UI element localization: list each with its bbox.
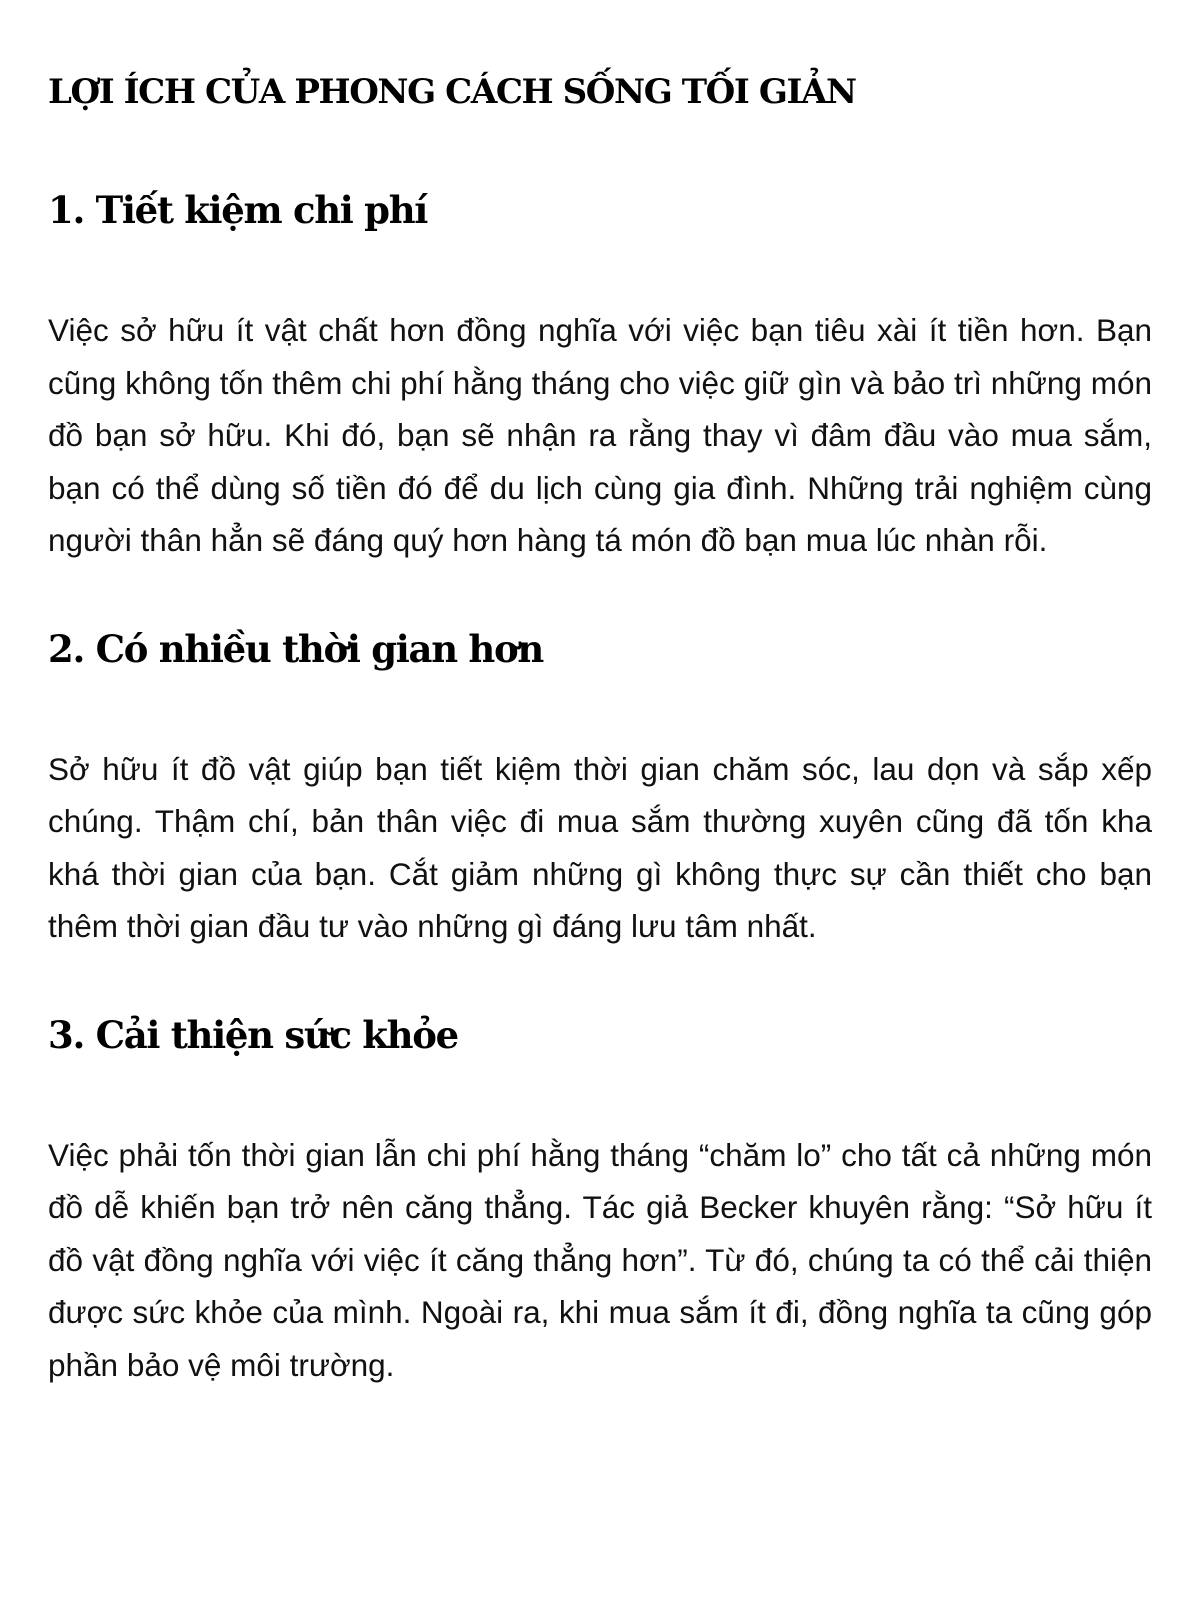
section-heading-health: 3. Cải thiện sức khỏe	[48, 1012, 458, 1057]
section-heading-savings: 1. Tiết kiệm chi phí	[48, 188, 428, 232]
section-paragraph-time: Sở hữu ít đồ vật giúp bạn tiết kiệm thời gian chăm sóc, lau dọn và sắp xếp chúng. Thậm chí, bản thân việc đi mua sắm thường xuyên cũng đã tốn kha khá thời gian của bạn. Cắt giảm những gì không thực sự cần thiết cho bạn thêm thời gian đầu tư vào những gì đáng lưu tâm nhất.	[48, 750, 1152, 944]
section-paragraph-health: Việc phải tốn thời gian lẫn chi phí hằng tháng “chăm lo” cho tất cả những món đồ dễ khiến bạn trở nên căng thẳng. Tác giả Becker khuyên rằng: “Sở hữu ít đồ vật đồng nghĩa với việc ít căng thẳng hơn”. Từ đó, chúng ta có thể cải thiện được sức khỏe của mình. Ngoài ra, khi mua sắm ít đi, đồng nghĩa ta cũng góp phần bảo vệ môi trường.	[48, 1136, 1152, 1383]
page-title: LỢI ÍCH CỦA PHONG CÁCH SỐNG TỐI GIẢN	[48, 72, 856, 112]
section-paragraph-savings: Việc sở hữu ít vật chất hơn đồng nghĩa với việc bạn tiêu xài ít tiền hơn. Bạn cũng không tốn thêm chi phí hằng tháng cho việc giữ gìn và bảo trì những món đồ bạn sở hữu. Khi đó, bạn sẽ nhận ra rằng thay vì đâm đầu vào mua sắm, bạn có thể dùng số tiền đó để du lịch cùng gia đình. Những trải nghiệm cùng người thân hẳn sẽ đáng quý hơn hàng tá món đồ bạn mua lúc nhàn rỗi.	[48, 312, 1152, 558]
section-heading-time: 2. Có nhiều thời gian hơn	[48, 626, 543, 671]
